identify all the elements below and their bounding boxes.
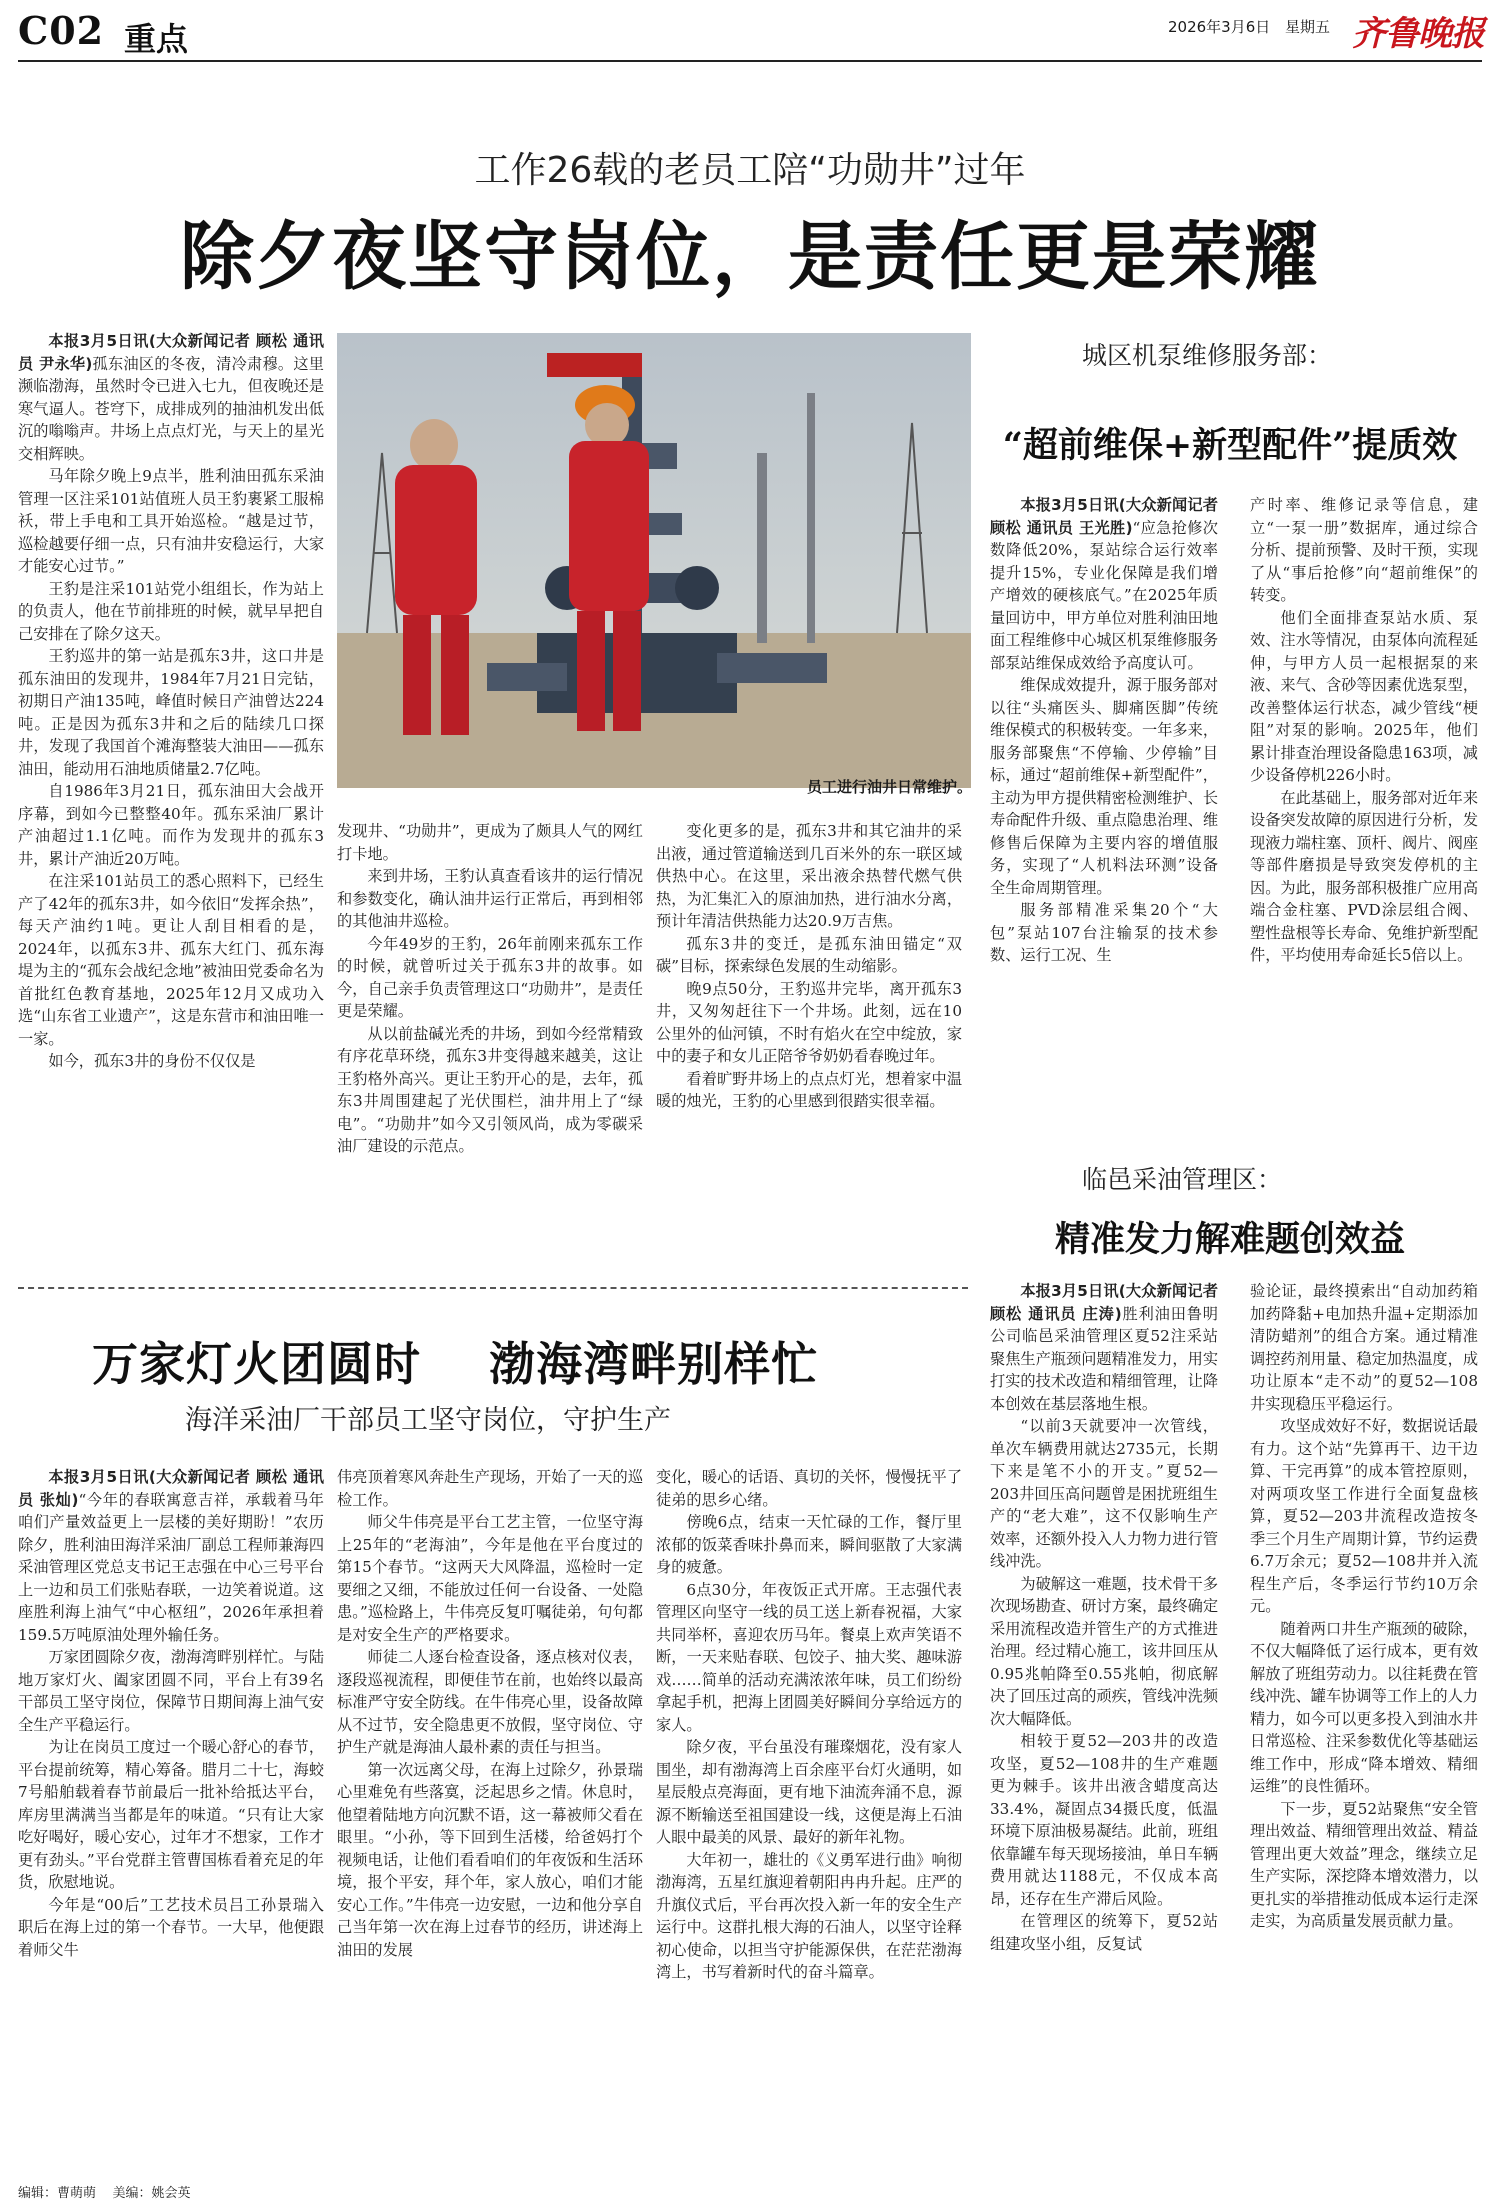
article-b-column-1 bbox=[990, 494, 1218, 1144]
article-d-column-2 bbox=[337, 1466, 643, 2166]
paragraph-text: 在管理区的统筹下，夏52站组建攻坚小组，反复试 bbox=[990, 1912, 1218, 1953]
paragraph-text: 万家团圆除夕夜，渤海湾畔别样忙。与陆地万家灯火、阖家团圆不同，平台上有39名干部员工坚守岗位，保障节日期间海上油气安全生产平稳运行。 bbox=[18, 1648, 324, 1734]
newspaper-logo: 齐鲁晚报 bbox=[1352, 14, 1484, 54]
main-article-column-3 bbox=[656, 820, 962, 1278]
article-paragraph bbox=[656, 933, 962, 978]
photo-illustration bbox=[337, 333, 971, 788]
article-paragraph bbox=[18, 1466, 324, 1646]
article-paragraph bbox=[990, 1280, 1218, 1415]
paragraph-text: 今年是“00后”工艺技术员吕工孙景瑞入职后在海上过的第一个春节。一大早，他便跟着师父牛 bbox=[18, 1895, 324, 1959]
paragraph-text: 攻坚成效好不好，数据说话最有力。这个站“先算再干、边干边算、干完再算”的成本管控原则，对两项攻坚工作进行全面复盘核算，夏52—203井流程改造按冬季三个月生产周期计算，节约运费6.7万余元；夏52—108井并入流程生产后，冬季运行节约10万余元。 bbox=[1250, 1417, 1478, 1615]
article-paragraph bbox=[656, 1849, 962, 1984]
paragraph-text: 产时率、维修记录等信息，建立“一泵一册”数据库，通过综合分析、提前预警、及时干预，实现了从“事后抢修”向“超前维保”的转变。 bbox=[1250, 496, 1478, 604]
paragraph-text: 服务部精准采集20个“大包”泵站107台注输泵的技术参数、运行工况、生 bbox=[990, 901, 1218, 964]
paragraph-text: “今年的春联寓意吉祥，承载着马年咱们产量效益更上一层楼的美好期盼！”农历除夕，胜利油田海洋采油厂副总工程师兼海四采油管理区党总支书记王志强在中心三号平台上一边和员工们张贴春联，一边笑着说道。这座胜利海上油气“中心枢纽”，2026年承担着159.5万吨原油处理外输任务。 bbox=[18, 1490, 324, 1644]
article-paragraph bbox=[18, 645, 324, 780]
article-paragraph bbox=[337, 1511, 643, 1646]
paragraph-text: 在此基础上，服务部对近年来设备突发故障的原因进行分析，发现液力端柱塞、顶杆、阀片、阀座等部件磨损是导致突发停机的主因。为此，服务部积极推广应用高端合金柱塞、PVD涂层组合阀、塑性盘根等长寿命、免维护新型配件，平均使用寿命延长5倍以上。 bbox=[1250, 788, 1478, 964]
paragraph-text: 为破解这一难题，技术骨干多次现场勘查、研讨方案，最终确定采用流程改造并管生产的方式推进治理。经过精心施工，该井回压从0.95兆帕降至0.55兆帕，彻底解决了回压过高的顽疾，管线冲洗频次大幅降低。 bbox=[990, 1574, 1218, 1728]
photo-caption: 员工进行油井日常维护。 bbox=[806, 778, 972, 796]
article-paragraph bbox=[990, 1730, 1218, 1910]
paragraph-text: 王豹巡井的第一站是孤东3井，这口井是孤东油田的发现井，1984年7月21日完钻，初期日产油135吨，峰值时候日产油曾达224吨。正是因为孤东3井和之后的陆续几口探井，发现了我国首个滩海整装大油田——孤东油田，能动用石油地质储量2.7亿吨。 bbox=[18, 647, 324, 778]
article-paragraph bbox=[1250, 1415, 1478, 1618]
paragraph-text: 看着旷野井场上的点点灯光，想着家中温暖的烛光，王豹的心里感到很踏实很幸福。 bbox=[656, 1069, 962, 1110]
article-paragraph bbox=[1250, 1798, 1478, 1933]
article-paragraph bbox=[990, 1415, 1218, 1573]
paragraph-text: 伟亮顶着寒风奔赴生产现场，开始了一天的巡检工作。 bbox=[337, 1468, 643, 1509]
issue-weekday: 星期五 bbox=[1285, 18, 1331, 36]
paragraph-text: 师徒二人逐台检查设备，逐点核对仪表，逐段巡视流程，即便佳节在前，也始终以最高标准严守安全防线。在牛伟亮心里，设备故障从不过节，安全隐患更不放假，坚守岗位、守护生产就是海油人最朴素的责任与担当。 bbox=[337, 1648, 643, 1756]
article-paragraph bbox=[337, 1646, 643, 1759]
article-paragraph bbox=[18, 1894, 324, 1962]
editor-credit: 编辑：曹萌萌 bbox=[18, 2186, 97, 2201]
paragraph-text: 验论证，最终摸索出“自动加药箱加药降黏+电加热升温+定期添加清防蜡剂”的组合方案。通过精准调控药剂用量、稳定加热温度，成功让原本“走不动”的夏52—108井实现稳压平稳运行。 bbox=[1250, 1282, 1478, 1413]
paragraph-text: 他们全面排查泵站水质、泵效、注水等情况，由泵体向流程延伸，与甲方人员一起根据泵的来液、来气、含砂等因素优选泵型，改善整体运行状态，减少管线“梗阻”对泵的影响。2025年，他们累计排查治理设备隐患163项，减少设备停机226小时。 bbox=[1250, 608, 1478, 784]
paragraph-text: “应急抢修次数降低20%，泵站综合运行效率提升15%，专业化保障是我们增产增效的硬核底气。”在2025年质量回访中，甲方单位对胜利油田地面工程维修中心城区机泵维修服务部泵站维保成效给予高度认可。 bbox=[990, 518, 1218, 672]
article-paragraph bbox=[1250, 607, 1478, 787]
article-paragraph bbox=[656, 1068, 962, 1113]
article-paragraph bbox=[656, 1466, 962, 1511]
main-article-column-2 bbox=[337, 820, 643, 1278]
article-paragraph bbox=[990, 899, 1218, 967]
paragraph-text: 师父牛伟亮是平台工艺主管，一位坚守海上25年的“老海油”，今年是他在平台度过的第15个春节。“这两天大风降温，巡检时一定要细之又细，不能放过任何一台设备、一处隐患。”巡检路上，牛伟亮反复叮嘱徒弟，句句都是对安全生产的严格要求。 bbox=[337, 1513, 643, 1644]
article-paragraph bbox=[18, 780, 324, 870]
article-paragraph bbox=[18, 465, 324, 578]
paragraph-text: 发现井、“功勋井”，更成为了颇具人气的网红打卡地。 bbox=[337, 822, 643, 863]
article-b-column-2 bbox=[1250, 494, 1478, 1144]
dateline: 本报3月5日讯(大众新闻记者 顾松 通讯员 王光胜) bbox=[990, 496, 1218, 537]
paragraph-text: 第一次远离父母，在海上过除夕，孙景瑞心里难免有些落寞，泛起思乡之情。休息时，他望着陆地方向沉默不语，这一幕被师父看在眼里。“小孙，等下回到生活楼，给爸妈打个视频电话，让他们看看咱们的年夜饭和生活环境，报个平安，拜个年，家人放心，咱们才能安心工作。”牛伟亮一边安慰，一边和他分享自己当年第一次在海上过春节的经历，讲述海上油田的发展 bbox=[337, 1760, 643, 1959]
paragraph-text: 维保成效提升，源于服务部对以往“头痛医头、脚痛医脚”传统维保模式的积极转变。一年多来，服务部聚焦“不停输、少停输”目标，通过“超前维保+新型配件”，主动为甲方提供精密检测维护、长寿命配件升级、重点隐患治理、维修售后保障为主要内容的增值服务，实现了“人机料法环测”设备全生命周期管理。 bbox=[990, 676, 1218, 897]
paragraph-text: 变化更多的是，孤东3井和其它油井的采出液，通过管道输送到几百米外的东一联区域供热中心。在这里，采出液余热替代燃气供热，为汇集汇入的原油加热，进行油水分离，预计年清洁供热能力达20.9万吉焦。 bbox=[656, 822, 962, 930]
paragraph-text: 6点30分，年夜饭正式开席。王志强代表管理区向坚守一线的员工送上新春祝福，大家共同举杯，喜迎农历马年。餐桌上欢声笑语不断，一天来贴春联、包饺子、抽大奖、趣味游戏……简单的活动充满浓浓年味，员工们纷纷拿起手机，把海上团圆美好瞬间分享给远方的家人。 bbox=[656, 1580, 962, 1734]
paragraph-text: “以前3天就要冲一次管线，单次车辆费用就达2735元，长期下来是笔不小的开支。”夏52—203井回压高问题曾是困扰班组生产的“老大难”，这不仅影响生产效率，还额外投入人力物力进行管线冲洗。 bbox=[990, 1417, 1218, 1570]
paragraph-text: 今年49岁的王豹，26年前刚来孤东工作的时候，就曾听过关于孤东3井的故事。如今，自己亲手负责管理这口“功勋井”，是责任更是荣耀。 bbox=[337, 934, 643, 1020]
paragraph-text: 在注采101站员工的悉心照料下，已经生产了42年的孤东3井，如今依旧“发挥余热”，每天产油约1吨。更让人刮目相看的是，2024年，以孤东3井、孤东大红门、孤东海堤为主的“孤东会战纪念地”被油田党委命名为首批红色教育基地，2025年12月又成功入选“山东省工业遗产”，这是东营市和油田唯一一家。 bbox=[18, 872, 324, 1048]
article-paragraph bbox=[1250, 1618, 1478, 1798]
article-paragraph bbox=[337, 820, 643, 865]
paragraph-text: 来到井场，王豹认真查看该井的运行情况和参数变化，确认油井运行正常后，再到相邻的其他油井巡检。 bbox=[337, 867, 643, 930]
paragraph-text: 从以前盐碱光秃的井场，到如今经常精致有序花草环绕，孤东3井变得越来越美，这让王豹格外高兴。更让王豹开心的是，去年，孤东3井周围建起了光伏围栏，油井用上了“绿电”。“功勋井”如今又引领风尚，成为零碳采油厂建设的示范点。 bbox=[337, 1024, 643, 1155]
article-b-title: “超前维保+新型配件”提质效 bbox=[1002, 425, 1458, 466]
page-footer bbox=[18, 2182, 191, 2201]
article-paragraph bbox=[990, 1573, 1218, 1731]
article-paragraph bbox=[990, 674, 1218, 899]
article-d-title-left: 万家灯火团圆时 bbox=[92, 1337, 421, 1391]
section-name: 重点 bbox=[124, 20, 189, 58]
article-paragraph bbox=[1250, 494, 1478, 607]
paragraph-text: 自1986年3月21日，孤东油田大会战开序幕，到如今已整整40年。孤东采油厂累计产油超过1.1亿吨。而作为发现井的孤东3井，累计产油近20万吨。 bbox=[18, 782, 324, 868]
article-paragraph bbox=[18, 1646, 324, 1736]
main-article-column-1 bbox=[18, 330, 324, 1278]
article-d-title-right: 渤海湾畔别样忙 bbox=[489, 1337, 819, 1391]
paragraph-text: 随着两口井生产瓶颈的破除，不仅大幅降低了运行成本，更有效解放了班组劳动力。以往耗费在管线冲洗、罐车协调等工作上的人力精力，如今可以更多投入到油水井日常巡检、注采参数优化等基础运维工作中，形成“降本增效、精细运维”的良性循环。 bbox=[1250, 1619, 1478, 1795]
article-paragraph bbox=[337, 1023, 643, 1158]
paragraph-text: 孤东油区的冬夜，清冷肃穆。这里濒临渤海，虽然时令已进入七九，但夜晚还是寒气逼人。苍穹下，成排成列的抽油机发出低沉的嗡嗡声。井场上点点灯光，与天上的星光交相辉映。 bbox=[18, 354, 324, 463]
paragraph-text: 晚9点50分，王豹巡井完毕，离开孤东3井，又匆匆赶往下一个井场。此刻，远在10公里外的仙河镇，不时有焰火在空中绽放，家中的妻子和女儿正陪爷爷奶奶看春晚过年。 bbox=[656, 979, 962, 1065]
oil-well-photo bbox=[337, 333, 971, 788]
article-paragraph bbox=[18, 1736, 324, 1894]
header-rule bbox=[18, 60, 1482, 62]
article-b-kicker: 城区机泵维修服务部： bbox=[1082, 341, 1333, 370]
article-paragraph bbox=[18, 330, 324, 465]
article-c-column-2 bbox=[1250, 1280, 1478, 2170]
paragraph-text: 如今，孤东3井的身份不仅仅是 bbox=[48, 1052, 256, 1070]
paragraph-text: 胜利油田鲁明公司临邑采油管理区夏52注采站聚焦生产瓶颈问题精准发力，用实打实的技术改造和精细管理，让降本创效在基层落地生根。 bbox=[990, 1304, 1218, 1413]
dateline: 本报3月5日讯(大众新闻记者 顾松 通讯员 张灿) bbox=[18, 1468, 324, 1509]
paragraph-text: 变化，暖心的话语、真切的关怀，慢慢抚平了徒弟的思乡心绪。 bbox=[656, 1468, 962, 1509]
dateline: 本报3月5日讯(大众新闻记者 顾松 通讯员 庄涛) bbox=[990, 1282, 1218, 1323]
article-d-title bbox=[92, 1328, 818, 1394]
paragraph-text: 王豹是注采101站党小组组长，作为站上的负责人，他在节前排班的时候，就早早把自己安排在了除夕这天。 bbox=[18, 579, 324, 643]
dateline: 本报3月5日讯(大众新闻记者 顾松 通讯员 尹永华) bbox=[18, 332, 324, 373]
paragraph-text: 孤东3井的变迁，是孤东油田锚定“双碳”目标，探索绿色发展的生动缩影。 bbox=[656, 934, 962, 975]
paragraph-text: 傍晚6点，结束一天忙碌的工作，餐厅里浓郁的饭菜香味扑鼻而来，瞬间驱散了大家满身的疲惫。 bbox=[656, 1513, 962, 1576]
page-code: C02 bbox=[18, 8, 105, 53]
article-paragraph bbox=[656, 978, 962, 1068]
paragraph-text: 除夕夜，平台虽没有璀璨烟花，没有家人围坐，却有渤海湾上百余座平台灯火通明，如星辰般点亮海面，更有地下油流奔涌不息，源源不断输送至祖国建设一线，这便是海上石油人眼中最美的风景、最好的新年礼物。 bbox=[656, 1738, 962, 1846]
article-paragraph bbox=[656, 1736, 962, 1849]
article-d-kicker: 海洋采油厂干部员工坚守岗位，守护生产 bbox=[185, 1405, 671, 1436]
paragraph-text: 相较于夏52—203井的改造攻坚，夏52—108井的生产难题更为棘手。该井出液含蜡度高达33.4%，凝固点34摄氏度，低温环境下原油极易凝结。此前，班组依靠罐车每天现场接油，单日车辆费用就达1188元，不仅成本高昂，还存在生产滞后风险。 bbox=[990, 1732, 1218, 1908]
article-paragraph bbox=[1250, 787, 1478, 967]
article-paragraph bbox=[990, 494, 1218, 674]
main-article-kicker: 工作26载的老员工陪“功勋井”过年 bbox=[474, 150, 1026, 191]
issue-date: 2026年3月6日 bbox=[1168, 18, 1271, 36]
article-paragraph bbox=[656, 820, 962, 933]
paragraph-text: 马年除夕晚上9点半，胜利油田孤东采油管理一区注采101站值班人员王豹裹紧工服棉袄，带上手电和工具开始巡检。“越是过节，巡检越要仔细一点，只有油井安稳运行，大家才能安心过节。” bbox=[18, 467, 324, 575]
article-paragraph bbox=[18, 1050, 324, 1073]
article-paragraph bbox=[337, 1759, 643, 1962]
paragraph-text: 下一步，夏52站聚焦“安全管理出效益、精细管理出效益、精益管理出更大效益”理念，继续立足生产实际，深挖降本增效潜力，以更扎实的举措推动低成本运行走深走实，为高质量发展贡献力量。 bbox=[1250, 1799, 1478, 1930]
article-d-column-1 bbox=[18, 1466, 324, 2166]
article-paragraph bbox=[656, 1511, 962, 1579]
article-paragraph bbox=[337, 933, 643, 1023]
article-paragraph bbox=[1250, 1280, 1478, 1415]
article-separator bbox=[18, 1287, 968, 1289]
article-paragraph bbox=[337, 1466, 643, 1511]
article-c-kicker: 临邑采油管理区： bbox=[1082, 1165, 1283, 1194]
article-c-column-1 bbox=[990, 1280, 1218, 2170]
article-c-title: 精准发力解难题创效益 bbox=[1054, 1219, 1405, 1260]
article-paragraph bbox=[18, 870, 324, 1050]
paragraph-text: 为让在岗员工度过一个暖心舒心的春节，平台提前统筹，精心筹备。腊月二十七，海蛟7号船舶载着春节前最后一批补给抵达平台，库房里满满当当都是年的味道。“只有让大家吃好喝好，暖心安心，过年才不想家，工作才更有劲头。”平台党群主管曹国栋看着充足的年货，欣慰地说。 bbox=[18, 1738, 324, 1891]
main-article-title: 除夕夜坚守岗位，是责任更是荣耀 bbox=[180, 214, 1320, 300]
article-paragraph bbox=[990, 1910, 1218, 1955]
designer-credit: 美编：姚会英 bbox=[112, 2186, 191, 2201]
article-paragraph bbox=[656, 1579, 962, 1737]
article-d-column-3 bbox=[656, 1466, 962, 2166]
article-paragraph bbox=[337, 865, 643, 933]
article-paragraph bbox=[18, 578, 324, 646]
paragraph-text: 大年初一，雄壮的《义勇军进行曲》响彻渤海湾，五星红旗迎着朝阳冉冉升起。庄严的升旗仪式后，平台再次投入新一年的安全生产运行中。这群扎根大海的石油人，以坚守诠释初心使命，以担当守护能源保供，在茫茫渤海湾上，书写着新时代的奋斗篇章。 bbox=[656, 1850, 962, 1981]
